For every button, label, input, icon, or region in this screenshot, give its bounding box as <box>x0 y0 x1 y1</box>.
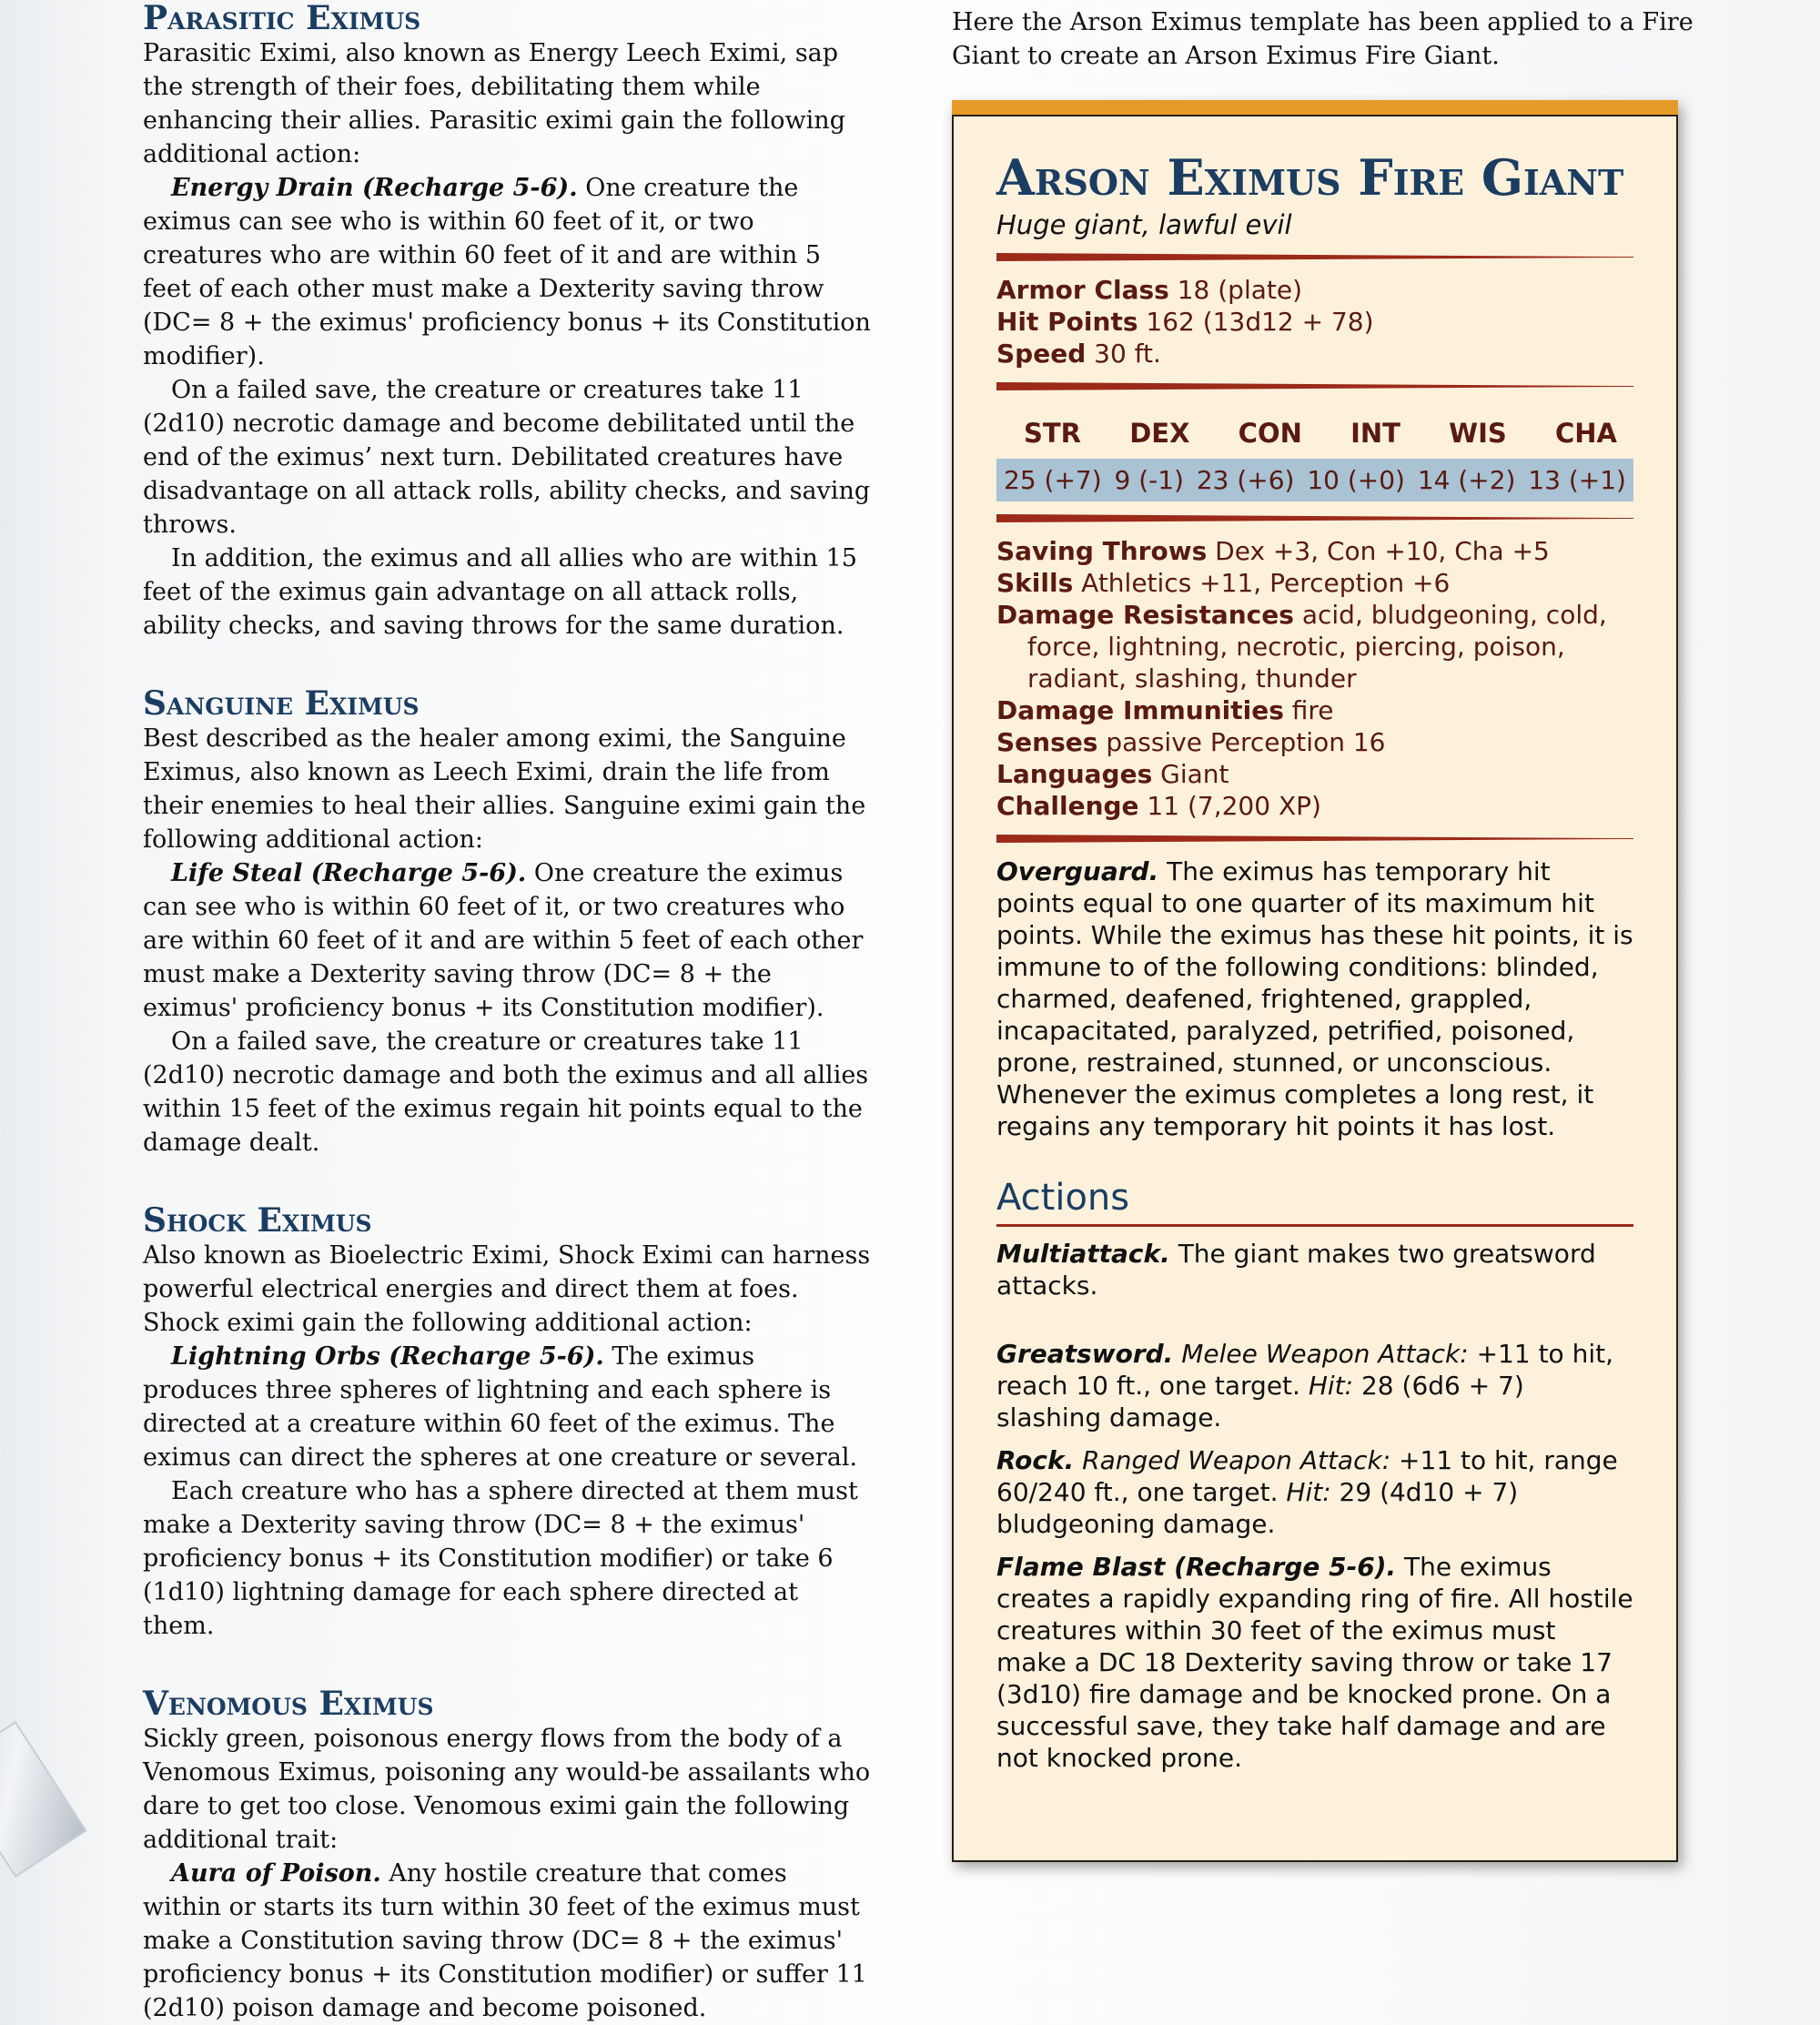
ability-str-label: STR <box>1024 418 1081 449</box>
action-rock <box>996 1444 1633 1540</box>
paragraph: Also known as Bioelectric Eximi, Shock Eximi can harness powerful electrical energies and direct them at foes. Shock eximi gain the following additional action: <box>143 1241 871 1337</box>
ability-paragraph <box>143 171 871 373</box>
ability-name: Life Steal (Recharge 5-6). <box>171 859 527 887</box>
ability-paragraph <box>143 856 871 1025</box>
stat-value: passive Perception 16 <box>1097 727 1386 757</box>
damage-immunities <box>996 694 1633 726</box>
stat-label: Hit Points <box>996 307 1138 337</box>
trait-name: Overguard. <box>996 856 1159 886</box>
creature-name: Arson Eximus Fire Giant <box>996 148 1624 207</box>
section-sanguine-eximus <box>143 685 871 1159</box>
divider <box>996 253 1633 261</box>
stat-value: 162 (13d12 + 78) <box>1138 307 1374 337</box>
ability-text: One creature the eximus can see who is within 60 feet of it, or two creatures who are within 60 feet of it and are within 5 feet of each other must make a Dexterity saving throw (DC= 8 + the eximus' proficiency bonus + its Constitution modifier). <box>143 174 871 370</box>
stat-value: Athletics +11, Perception +6 <box>1073 568 1451 598</box>
statblock-intro: Here the Arson Eximus template has been applied to a Fire Giant to create an Arson Eximus Fire Giant. <box>952 8 1694 70</box>
action-damage: 29 (4d10 + 7) bludgeoning damage. <box>996 1477 1519 1539</box>
actions-heading: Actions <box>996 1177 1633 1227</box>
ability-score-headers <box>996 403 1633 450</box>
stat-label: Challenge <box>996 791 1139 821</box>
paragraph: Sickly green, poisonous energy flows from the body of a Venomous Eximus, poisoning any would-be assailants who dare to get too close. Venomous eximi gain the following additional trait: <box>143 1725 871 1854</box>
stat-label: Armor Class <box>996 275 1169 305</box>
saving-throws <box>996 535 1633 567</box>
section-title: Parasitic Eximus <box>143 0 421 37</box>
left-column <box>143 0 871 2025</box>
paragraph: Parasitic Eximi, also known as Energy Leech Eximi, sap the strength of their foes, debilitating them while enhancing their allies. Parasitic eximi gain the following additional action: <box>143 39 845 168</box>
action-text: +11 to hit, reach 10 ft., one target. <box>996 1339 1613 1401</box>
stat-label: Senses <box>996 727 1098 757</box>
ability-name: Aura of Poison. <box>171 1859 381 1888</box>
section-title: Shock Eximus <box>143 1201 372 1240</box>
action-greatsword <box>996 1338 1633 1433</box>
section-venomous-eximus <box>143 1686 871 2025</box>
attack-type: Melee Weapon Attack: <box>1173 1339 1469 1369</box>
stat-value: 30 ft. <box>1086 339 1161 369</box>
hit-points <box>996 306 1633 338</box>
challenge <box>996 790 1633 822</box>
stat-value: Dex +3, Con +10, Cha +5 <box>1207 536 1550 566</box>
action-text: +11 to hit, range 60/240 ft., one target. <box>996 1445 1618 1507</box>
page-corner-ornament <box>0 1721 87 1878</box>
action-name: Greatsword. <box>996 1339 1174 1369</box>
ability-text: Any hostile creature that comes within or starts its turn within 30 feet of the eximus must make a Constitution saving throw (DC= 8 + the eximus' proficiency bonus + its Constitution modifier) or suffer 11 (2d10) poison damage and become poisoned. <box>143 1859 867 2022</box>
ability-cha-value: 13 (+1) <box>1528 465 1626 495</box>
action-text: The eximus creates a rapidly expanding ring of fire. All hostile creatures within 30 feet of the eximus must make a DC 18 Dexterity saving throw or take 17 (3d10) fire damage and be knocked prone. On a successful save, they take half damage and are not knocked prone. <box>996 1552 1633 1773</box>
ability-dex-value: 9 (-1) <box>1114 465 1184 495</box>
ability-score-values <box>996 459 1633 501</box>
ability-text: The eximus produces three spheres of lightning and each sphere is directed at a creature within 60 feet of the eximus. The eximus can direct the spheres at one creature or several. <box>143 1342 858 1472</box>
skills <box>996 567 1633 599</box>
stat-value: acid, bludgeoning, cold, force, lightning, necrotic, piercing, poison, radiant, slashing, thunder <box>1027 600 1607 694</box>
ability-str-value: 25 (+7) <box>1004 465 1102 495</box>
action-multiattack <box>996 1238 1633 1301</box>
action-name: Multiattack. <box>996 1239 1170 1269</box>
ability-name: Energy Drain (Recharge 5-6). <box>171 174 578 202</box>
paragraph: Best described as the healer among eximi, the Sanguine Eximus, also known as Leech Eximi, drain the life from their enemies to heal their allies. Sanguine eximi gain the following additional action: <box>143 724 866 854</box>
paragraph: Each creature who has a sphere directed at them must make a Dexterity saving throw (DC= 8 + the eximus' proficiency bonus + its Constitution modifier) or take 6 (1d10) lightning damage for each sphere directed at them. <box>143 1477 858 1640</box>
stat-label: Speed <box>996 339 1087 369</box>
paragraph: On a failed save, the creature or creatures take 11 (2d10) necrotic damage and both the eximus and all allies within 15 feet of the eximus regain hit points equal to the damage dealt. <box>143 1028 869 1157</box>
stat-label: Saving Throws <box>996 536 1208 566</box>
section-title: Venomous Eximus <box>143 1685 434 1723</box>
senses <box>996 726 1633 758</box>
divider <box>996 382 1633 390</box>
stat-value: fire <box>1283 695 1334 725</box>
action-text: The giant makes two greatsword attacks. <box>996 1239 1596 1301</box>
divider <box>996 514 1633 522</box>
stat-value: Giant <box>1152 759 1229 789</box>
trait-overguard <box>996 856 1633 1142</box>
action-flame-blast <box>996 1551 1633 1774</box>
ability-text: One creature the eximus can see who is within 60 feet of it, or two creatures who are within 60 feet of it and are within 5 feet of each other must make a Dexterity saving throw (DC= 8 + the eximus' proficiency bonus + its Constitution modifier). <box>143 859 864 1022</box>
action-name: Rock. <box>996 1445 1075 1475</box>
ability-paragraph <box>143 1340 871 1474</box>
damage-resistances <box>996 599 1633 694</box>
hit-label: Hit: <box>1308 1371 1354 1401</box>
hit-label: Hit: <box>1286 1477 1331 1507</box>
ability-cha-label: CHA <box>1555 418 1617 449</box>
ability-int-value: 10 (+0) <box>1307 465 1405 495</box>
section-parasitic-eximus <box>143 0 871 643</box>
ability-wis-label: WIS <box>1449 418 1507 449</box>
action-damage: 28 (6d6 + 7) slashing damage. <box>996 1371 1524 1433</box>
trait-text: The eximus has temporary hit points equal to one quarter of its maximum hit points. While the eximus has these hit points, it is immune to of the following conditions: blinded, charmed, deafened, frightened, grappled, incapacitated, paralyzed, petrified, poisoned, prone, restrained, stunned, or unconscious. Whenever the eximus completes a long rest, it regains any temporary hit points it has lost. <box>996 856 1633 1141</box>
stat-label: Damage Resistances <box>996 600 1294 630</box>
stat-block <box>952 100 1678 1862</box>
ability-int-label: INT <box>1350 418 1400 449</box>
stat-label: Skills <box>996 568 1074 598</box>
attack-type: Ranged Weapon Attack: <box>1074 1445 1391 1475</box>
section-title: Sanguine Eximus <box>143 684 420 723</box>
paragraph: In addition, the eximus and all allies who are within 15 feet of the eximus gain advantage on all attack rolls, ability checks, and saving throws for the same duration. <box>143 544 857 640</box>
ability-wis-value: 14 (+2) <box>1417 465 1516 495</box>
stat-value: 11 (7,200 XP) <box>1138 791 1321 821</box>
stat-label: Languages <box>996 759 1153 789</box>
ability-paragraph <box>143 1857 871 2025</box>
armor-class <box>996 274 1633 306</box>
speed <box>996 338 1633 370</box>
stat-label: Damage Immunities <box>996 695 1284 725</box>
languages <box>996 758 1633 790</box>
ability-con-label: CON <box>1238 418 1302 449</box>
divider <box>996 835 1633 843</box>
stat-value: 18 (plate) <box>1168 275 1303 305</box>
ability-name: Lightning Orbs (Recharge 5-6). <box>171 1342 604 1371</box>
action-name: Flame Blast (Recharge 5-6). <box>996 1552 1397 1582</box>
paragraph: On a failed save, the creature or creatures take 11 (2d10) necrotic damage and become debilitated until the end of the eximus’ next turn. Debilitated creatures have disadvantage on all attack rolls, ability checks, and saving throws. <box>143 376 871 539</box>
ability-con-value: 23 (+6) <box>1196 465 1295 495</box>
stat-block-content <box>996 147 1633 1774</box>
section-shock-eximus <box>143 1202 871 1643</box>
creature-type: Huge giant, lawful evil <box>996 209 1292 240</box>
ability-dex-label: DEX <box>1129 418 1190 449</box>
